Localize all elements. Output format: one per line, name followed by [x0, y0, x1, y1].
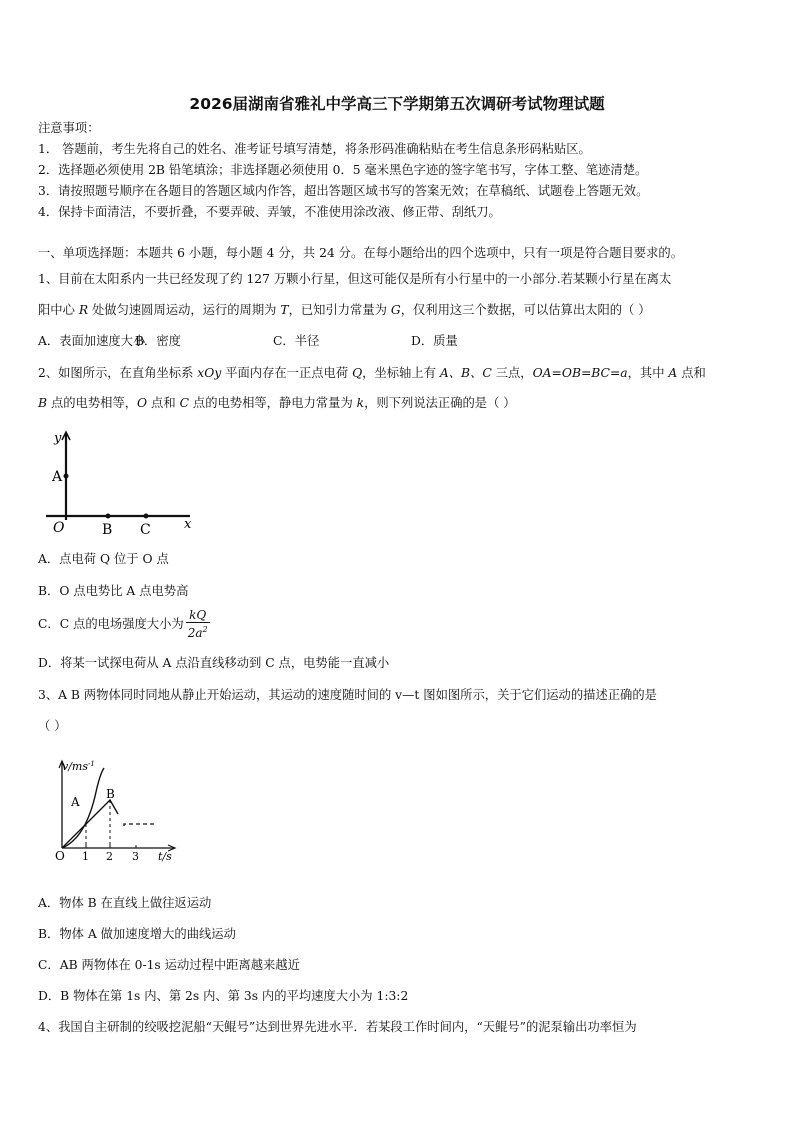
q2-y-label: y	[54, 431, 62, 446]
notice-heading: 注意事项：	[38, 121, 100, 135]
notice-item-4: 4．保持卡面清洁，不要折叠，不要弄破、弄皱，不准使用涂改液、修正带、刮纸刀。	[38, 205, 501, 219]
q2-point-c-dot	[144, 514, 149, 519]
q3-label-a: A	[71, 795, 80, 809]
q2-option-c: C．C 点的电场强度大小为 $\frac{kQ}{2a^2}$	[38, 608, 208, 640]
q3-label-b: B	[106, 787, 115, 801]
q3-option-a: A．物体 B 在直线上做往返运动	[38, 896, 212, 910]
q3-line2: （ ）	[38, 719, 67, 733]
page-title: 2026届湖南省雅礼中学高三下学期第五次调研考试物理试题	[189, 95, 605, 113]
q3-tick-label-1: 1	[82, 850, 89, 863]
q3-line1: 3、A B 两物体同时同地从静止开始运动，其运动的速度随时间的 v—t 图如图所示，关于它们运动的描述正确的是	[38, 688, 657, 702]
q2-option-b: B．O 点电势比 A 点电势高	[38, 584, 189, 598]
notice-item-2: 2．选择题必须使用 2B 铅笔填涂；非选择题必须使用 0．5 毫米黑色字迹的签字笔书写，字体工整、笔迹清楚。	[38, 163, 648, 177]
q3-dash-b-flat	[124, 824, 154, 826]
q2-option-d: D．将某一试探电荷从 A 点沿直线移动到 C 点，电势能一直减小	[38, 656, 390, 670]
q3-option-b: B．物体 A 做加速度增大的曲线运动	[38, 927, 236, 941]
q1-option-d: D．质量	[411, 334, 458, 348]
q2-option-c-fraction: $\frac{kQ}{2a^2}$	[187, 608, 208, 640]
q3-option-c: C．AB 两物体在 0-1s 运动过程中距离越来越近	[38, 958, 300, 972]
q1-line2: 阳中心 R 处做匀速圆周运动，运行的周期为 T，已知引力常量为 G，仅利用这三个数据，可以估算出太阳的（ ）	[38, 303, 651, 317]
q3-tick-label-2: 2	[106, 850, 113, 863]
q2-coordinate-figure	[40, 424, 200, 540]
notice-item-1: 1． 答题前，考生先将自己的姓名、准考证号填写清楚，将条形码准确粘贴在考生信息条形码粘贴区。	[38, 142, 591, 156]
q2-line1: 2、如图所示，在直角坐标系 xOy 平面内存在一正点电荷 Q，坐标轴上有 A、B、C 三点，OA=OB=BC=a，其中 A 点和	[38, 366, 706, 380]
q4-line1: 4、我国自主研制的绞吸挖泥船“天鲲号”达到世界先进水平．若某段工作时间内，“天鲲号”的泥泵输出功率恒为	[38, 1020, 637, 1034]
q1-option-b: B．密度	[135, 334, 181, 348]
q2-point-c-label: C	[140, 522, 151, 538]
section-heading: 一、单项选择题：本题共 6 小题，每小题 4 分，共 24 分。在每小题给出的四个选项中，只有一项是符合题目要求的。	[38, 246, 683, 260]
q2-line2: B 点的电势相等，O 点和 C 点的电势相等，静电力常量为 k，则下列说法正确的是（ ）	[38, 396, 516, 410]
q1-option-a: A．表面加速度大小	[38, 334, 146, 348]
q3-origin-label: O	[55, 849, 65, 863]
q1-line1: 1、目前在太阳系内一共已经发现了约 127 万颗小行星，但这可能仅是所有小行星中的一小部分.若某颗小行星在离太	[38, 272, 672, 286]
q3-v-label: $v/ms^{-1}$	[62, 760, 95, 773]
q2-point-b-dot	[106, 514, 111, 519]
q2-option-a: A．点电荷 Q 位于 O 点	[38, 552, 169, 566]
q3-curve-a	[62, 768, 104, 848]
q2-point-a-dot	[64, 474, 69, 479]
q2-point-a-label: A	[52, 469, 63, 485]
q3-tick-label-3: 3	[132, 850, 139, 863]
notice-item-3: 3．请按照题号顺序在各题目的答题区域内作答，超出答题区域书写的答案无效；在草稿纸、试题卷上答题无效。	[38, 184, 649, 198]
q1-option-c: C．半径	[273, 334, 320, 348]
q3-vt-figure	[44, 756, 184, 866]
q2-point-b-label: B	[102, 522, 113, 538]
q2-origin-label: O	[53, 520, 65, 536]
q3-t-label: t/s	[158, 850, 172, 863]
q2-x-label: x	[184, 517, 192, 532]
q1-options	[38, 333, 458, 349]
q3-option-d: D．B 物体在第 1s 内、第 2s 内、第 3s 内的平均速度大小为 1:3:2	[38, 989, 409, 1003]
